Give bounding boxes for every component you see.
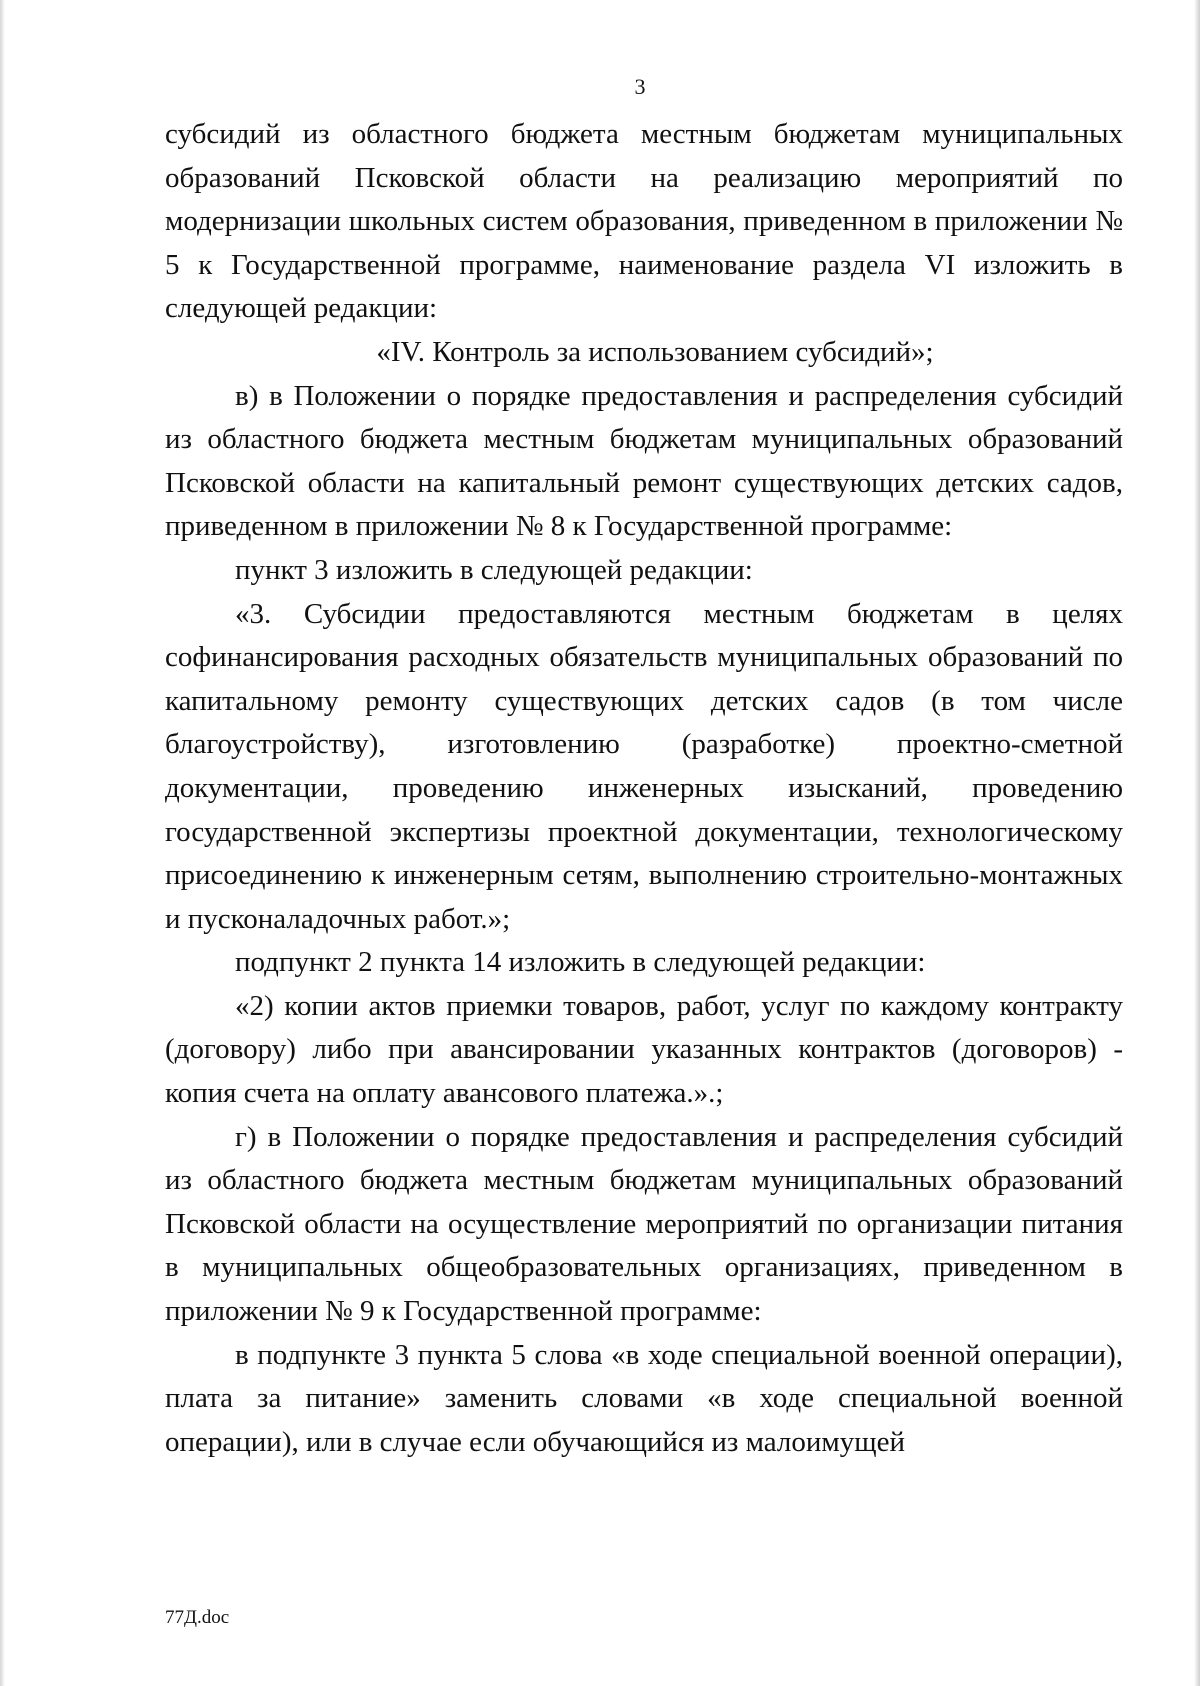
paragraph-continuation: субсидий из областного бюджета местным бюджетам муниципальных образований Псковской области на реализацию мероприятий по модернизации школьных систем образования, приведенном в приложении № 5 к Государственной программе, наименование раздела VI изложить в следующей редакции: bbox=[165, 118, 1123, 325]
section-heading: «IV. Контроль за использованием субсидий»; bbox=[376, 335, 934, 368]
scan-edge-left bbox=[0, 0, 5, 1686]
paragraph-subpoint-2-text: «2) копии актов приемки товаров, работ, услуг по каждому контракту (договору) либо при авансировании указанных контрактов (договоров) - копия счета на оплату авансового платежа.».; bbox=[165, 989, 1123, 1110]
paragraph-item-v: в) в Положении о порядке предоставления и распределения субсидий из областного бюджета местным бюджетам муниципальных образований Псковской области на капитальный ремонт существующих детских садов, приведенном в приложении № 8 к Государственной программе: bbox=[165, 379, 1123, 543]
paragraph-subpoint-3: в подпункте 3 пункта 5 слова «в ходе специальной военной операции), плата за питание» заменить словами «в ходе специальной военной операции), или в случае если обучающийся из малоимущей bbox=[165, 1338, 1123, 1458]
paragraph-item-g: г) в Положении о порядке предоставления и распределения субсидий из областного бюджета местным бюджетам муниципальных образований Псковской области на осуществление мероприятий по организации питания в муниципальных общеобразовательных организациях, приведенном в приложении № 9 к Государственной программе: bbox=[165, 1120, 1123, 1328]
paragraph-subpoint-2: подпункт 2 пункта 14 изложить в следующей редакции: bbox=[235, 946, 926, 979]
paragraph-point-3: пункт 3 изложить в следующей редакции: bbox=[235, 553, 753, 586]
file-name-footer: 77Д.doc bbox=[165, 1607, 230, 1628]
document-body bbox=[165, 113, 1123, 1464]
paragraph-point-3-text: «3. Субсидии предоставляются местным бюджетам в целях софинансирования расходных обязательств муниципальных образований по капитальному ремонту существующих детских садов (в том числе благоустройству), изготовлению (разработке) проектно-сметной документации, проведению инженерных изысканий, проведению государственной экспертизы проектной документации, технологическому присоединению к инженерным сетям, выполнению строительно-монтажных и пусконаладочных работ.»; bbox=[165, 597, 1123, 935]
page-number: 3 bbox=[634, 74, 646, 99]
scan-edge-right bbox=[1194, 0, 1200, 1686]
